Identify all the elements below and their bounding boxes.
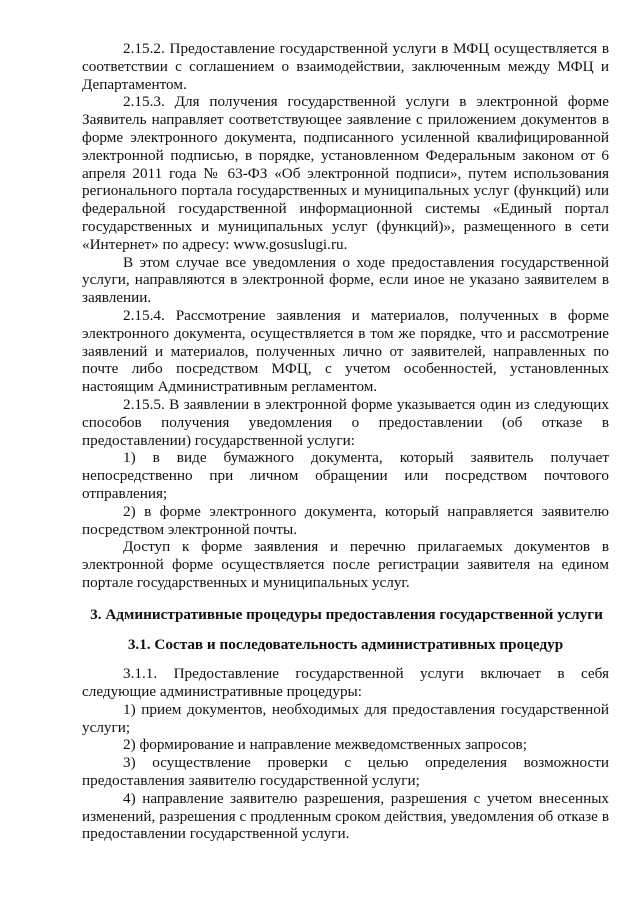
list-item-electronic: 2) в форме электронного документа, который направляется заявителю посредством электронной почты.: [82, 502, 609, 538]
subsection-heading-3-1: 3.1. Состав и последовательность административных процедур: [127, 635, 564, 653]
procedure-item-4: 4) направление заявителю разрешения, разрешения с учетом внесенных изменений, разрешения с продленным сроком действия, уведомления об отказе в предоставлении государственной услуги.: [82, 789, 609, 843]
procedure-item-3: 3) осуществление проверки с целью определения возможности предоставления заявителю государственной услуги;: [82, 754, 609, 790]
procedure-item-2: 2) формирование и направление межведомственных запросов;: [123, 736, 527, 754]
procedure-item-1: 1) прием документов, необходимых для предоставления государственной услуги;: [82, 700, 609, 736]
paragraph-2-15-5: 2.15.5. В заявлении в электронной форме указывается один из следующих способов получения уведомления о предоставлении (об отказе в предоставлении) государственной услуги:: [82, 395, 609, 449]
paragraph-2-15-3: 2.15.3. Для получения государственной услуги в электронной форме Заявитель направляет соответствующее заявление с приложением документов в форме электронного документа, подписанного усиленной квалифицированной электронной подписью, в порядке, установленном Федеральным законом от 6 апреля 2011 года № 63-ФЗ «Об электронной подписи», путем использования регионального портала государственных и муниципальных услуг (функций) или федеральной государственной информационной системы «Единый портал государственных и муниципальных услуг (функций)», размещенного в сети «Интернет» по адресу: www.gosuslugi.ru.: [82, 93, 609, 253]
paragraph-3-1-1: 3.1.1. Предоставление государственной услуги включает в себя следующие административные процедуры:: [82, 665, 609, 701]
paragraph-2-15-4: 2.15.4. Рассмотрение заявления и материалов, полученных в форме электронного документа, осуществляется в том же порядке, что и рассмотрение заявлений и материалов, полученных лично от заявителей, направленных по почте либо посредством МФЦ, с учетом особенностей, установленных настоящим Административным регламентом.: [82, 306, 609, 396]
section-heading-3: 3. Административные процедуры предоставления государственной услуги: [90, 605, 603, 623]
paragraph-notifications: В этом случае все уведомления о ходе предоставления государственной услуги, направляются в электронной форме, если иное не указано заявителем в заявлении.: [82, 253, 609, 307]
paragraph-access: Доступ к форме заявления и перечню прилагаемых документов в электронной форме осуществляется после регистрации заявителя на едином портале государственных и муниципальных услуг.: [82, 538, 609, 591]
paragraph-2-15-2: 2.15.2. Предоставление государственной услуги в МФЦ осуществляется в соответствии с соглашением о взаимодействии, заключенным между МФЦ и Департаментом.: [82, 40, 609, 93]
list-item-paper: 1) в виде бумажного документа, который заявитель получает непосредственно при личном обращении или посредством почтового отправления;: [82, 449, 609, 502]
